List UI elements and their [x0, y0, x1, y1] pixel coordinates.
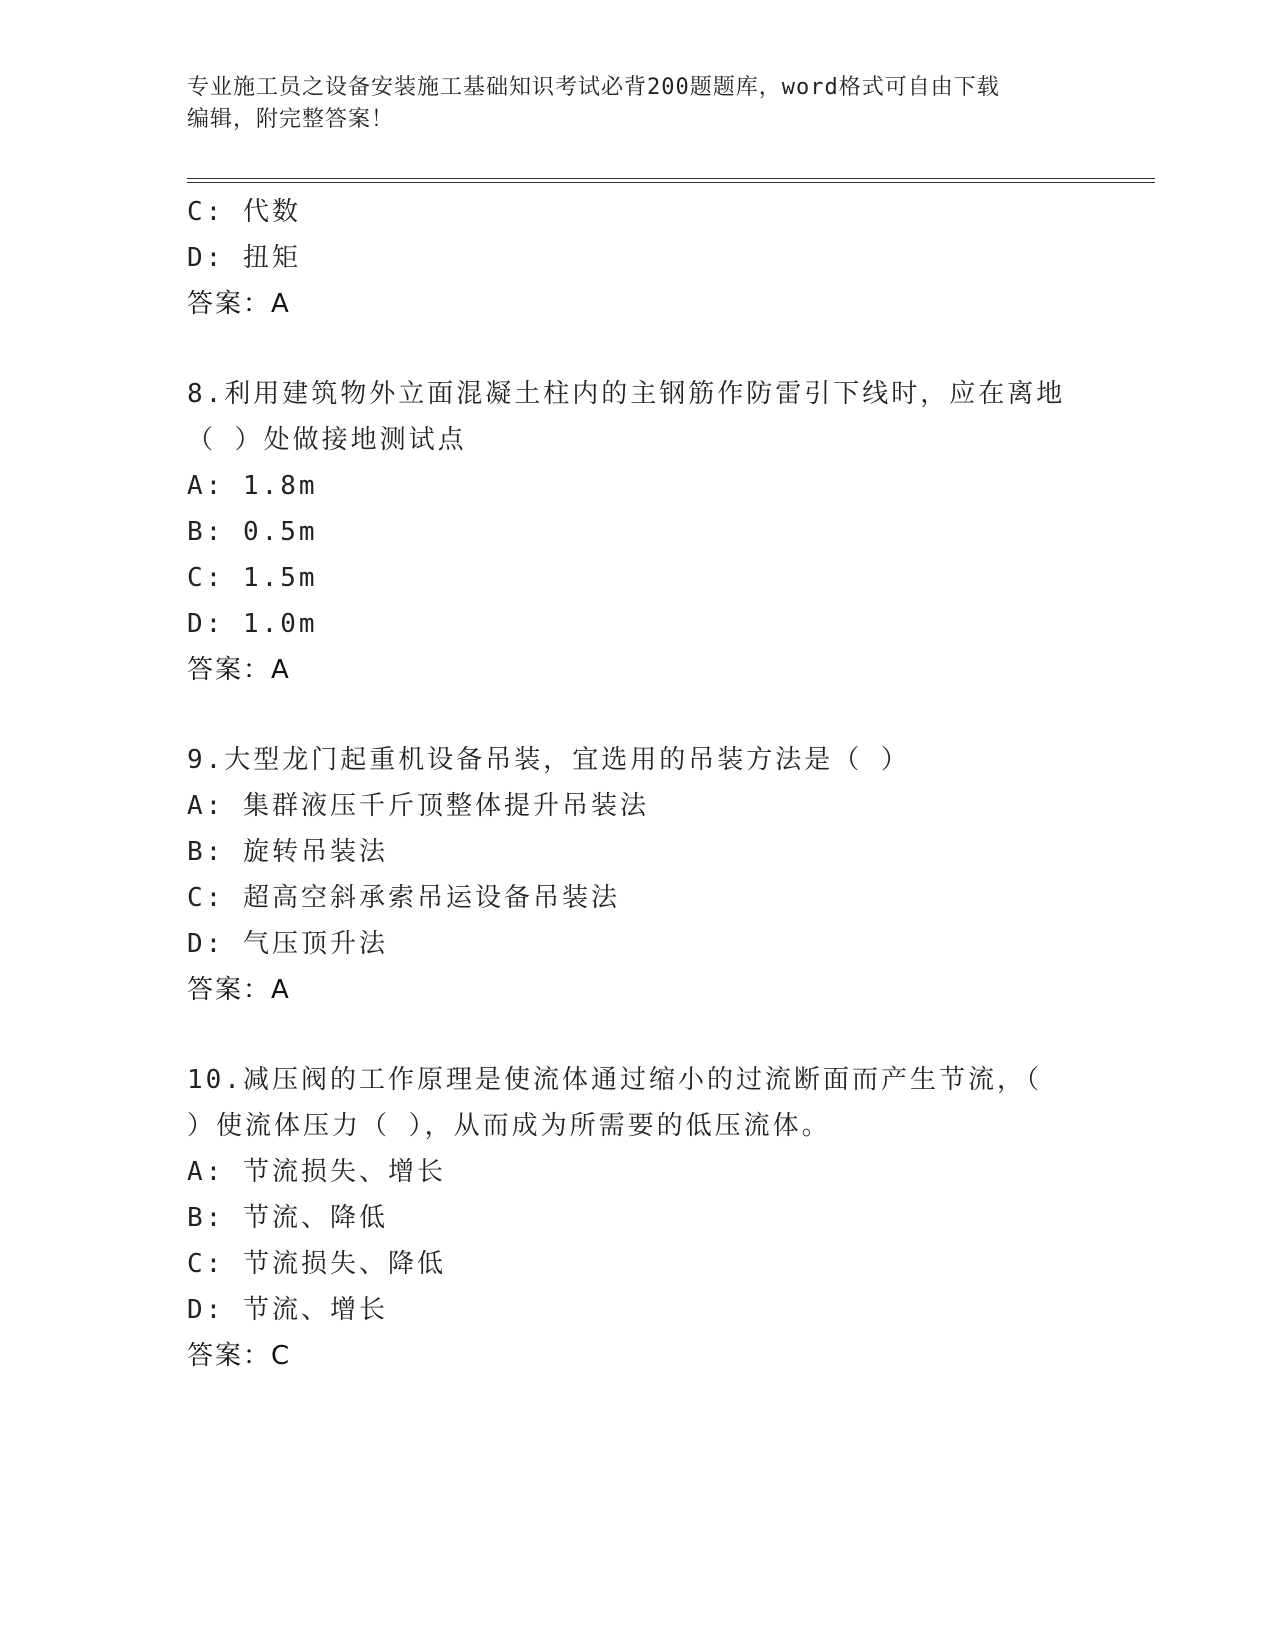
- answer-label: 答案：A: [187, 975, 291, 1005]
- option-d: D: 扭矩: [187, 243, 301, 273]
- question-7-tail: [187, 189, 1087, 327]
- option-a: A: 节流损失、增长: [187, 1157, 446, 1187]
- spacer: [187, 693, 1087, 737]
- option-d: D: 1.0m: [187, 609, 318, 639]
- document-header: [187, 72, 1087, 136]
- option-c: C: 超高空斜承索吊运设备吊装法: [187, 883, 620, 913]
- header-divider-bottom: [187, 182, 1155, 183]
- answer-label: 答案：A: [187, 289, 291, 319]
- option-c: C: 代数: [187, 197, 301, 227]
- option-c: C: 1.5m: [187, 563, 318, 593]
- question-stem-line-1: 10.减压阀的工作原理是使流体通过缩小的过流断面而产生节流，（: [187, 1065, 1042, 1095]
- question-8: [187, 371, 1087, 693]
- question-stem-line-2: （ ）处做接地测试点: [187, 425, 467, 455]
- option-c: C: 节流损失、降低: [187, 1249, 446, 1279]
- option-d: D: 节流、增长: [187, 1295, 388, 1325]
- spacer: [187, 327, 1087, 371]
- option-b: B: 0.5m: [187, 517, 318, 547]
- spacer: [187, 1013, 1087, 1057]
- option-a: A: 集群液压千斤顶整体提升吊装法: [187, 791, 649, 821]
- question-stem-line-1: 9.大型龙门起重机设备吊装，宜选用的吊装方法是（ ）: [187, 745, 910, 775]
- header-divider-top: [187, 178, 1155, 179]
- option-a: A: 1.8m: [187, 471, 318, 501]
- option-d: D: 气压顶升法: [187, 929, 388, 959]
- option-b: B: 节流、降低: [187, 1203, 388, 1233]
- option-b: B: 旋转吊装法: [187, 837, 388, 867]
- question-9: [187, 737, 1087, 1013]
- question-10: [187, 1057, 1087, 1379]
- question-stem-line-2: ）使流体压力（ ），从而成为所需要的低压流体。: [187, 1111, 831, 1141]
- question-stem-line-1: 8.利用建筑物外立面混凝土柱内的主钢筋作防雷引下线时，应在离地: [187, 379, 1066, 409]
- question-list: [187, 189, 1087, 1379]
- header-line-2: 编辑，附完整答案！: [187, 107, 395, 132]
- answer-label: 答案：A: [187, 655, 291, 685]
- answer-label: 答案：C: [187, 1341, 292, 1371]
- header-line-1: 专业施工员之设备安装施工基础知识考试必背200题题库，word格式可自由下载: [187, 75, 1000, 100]
